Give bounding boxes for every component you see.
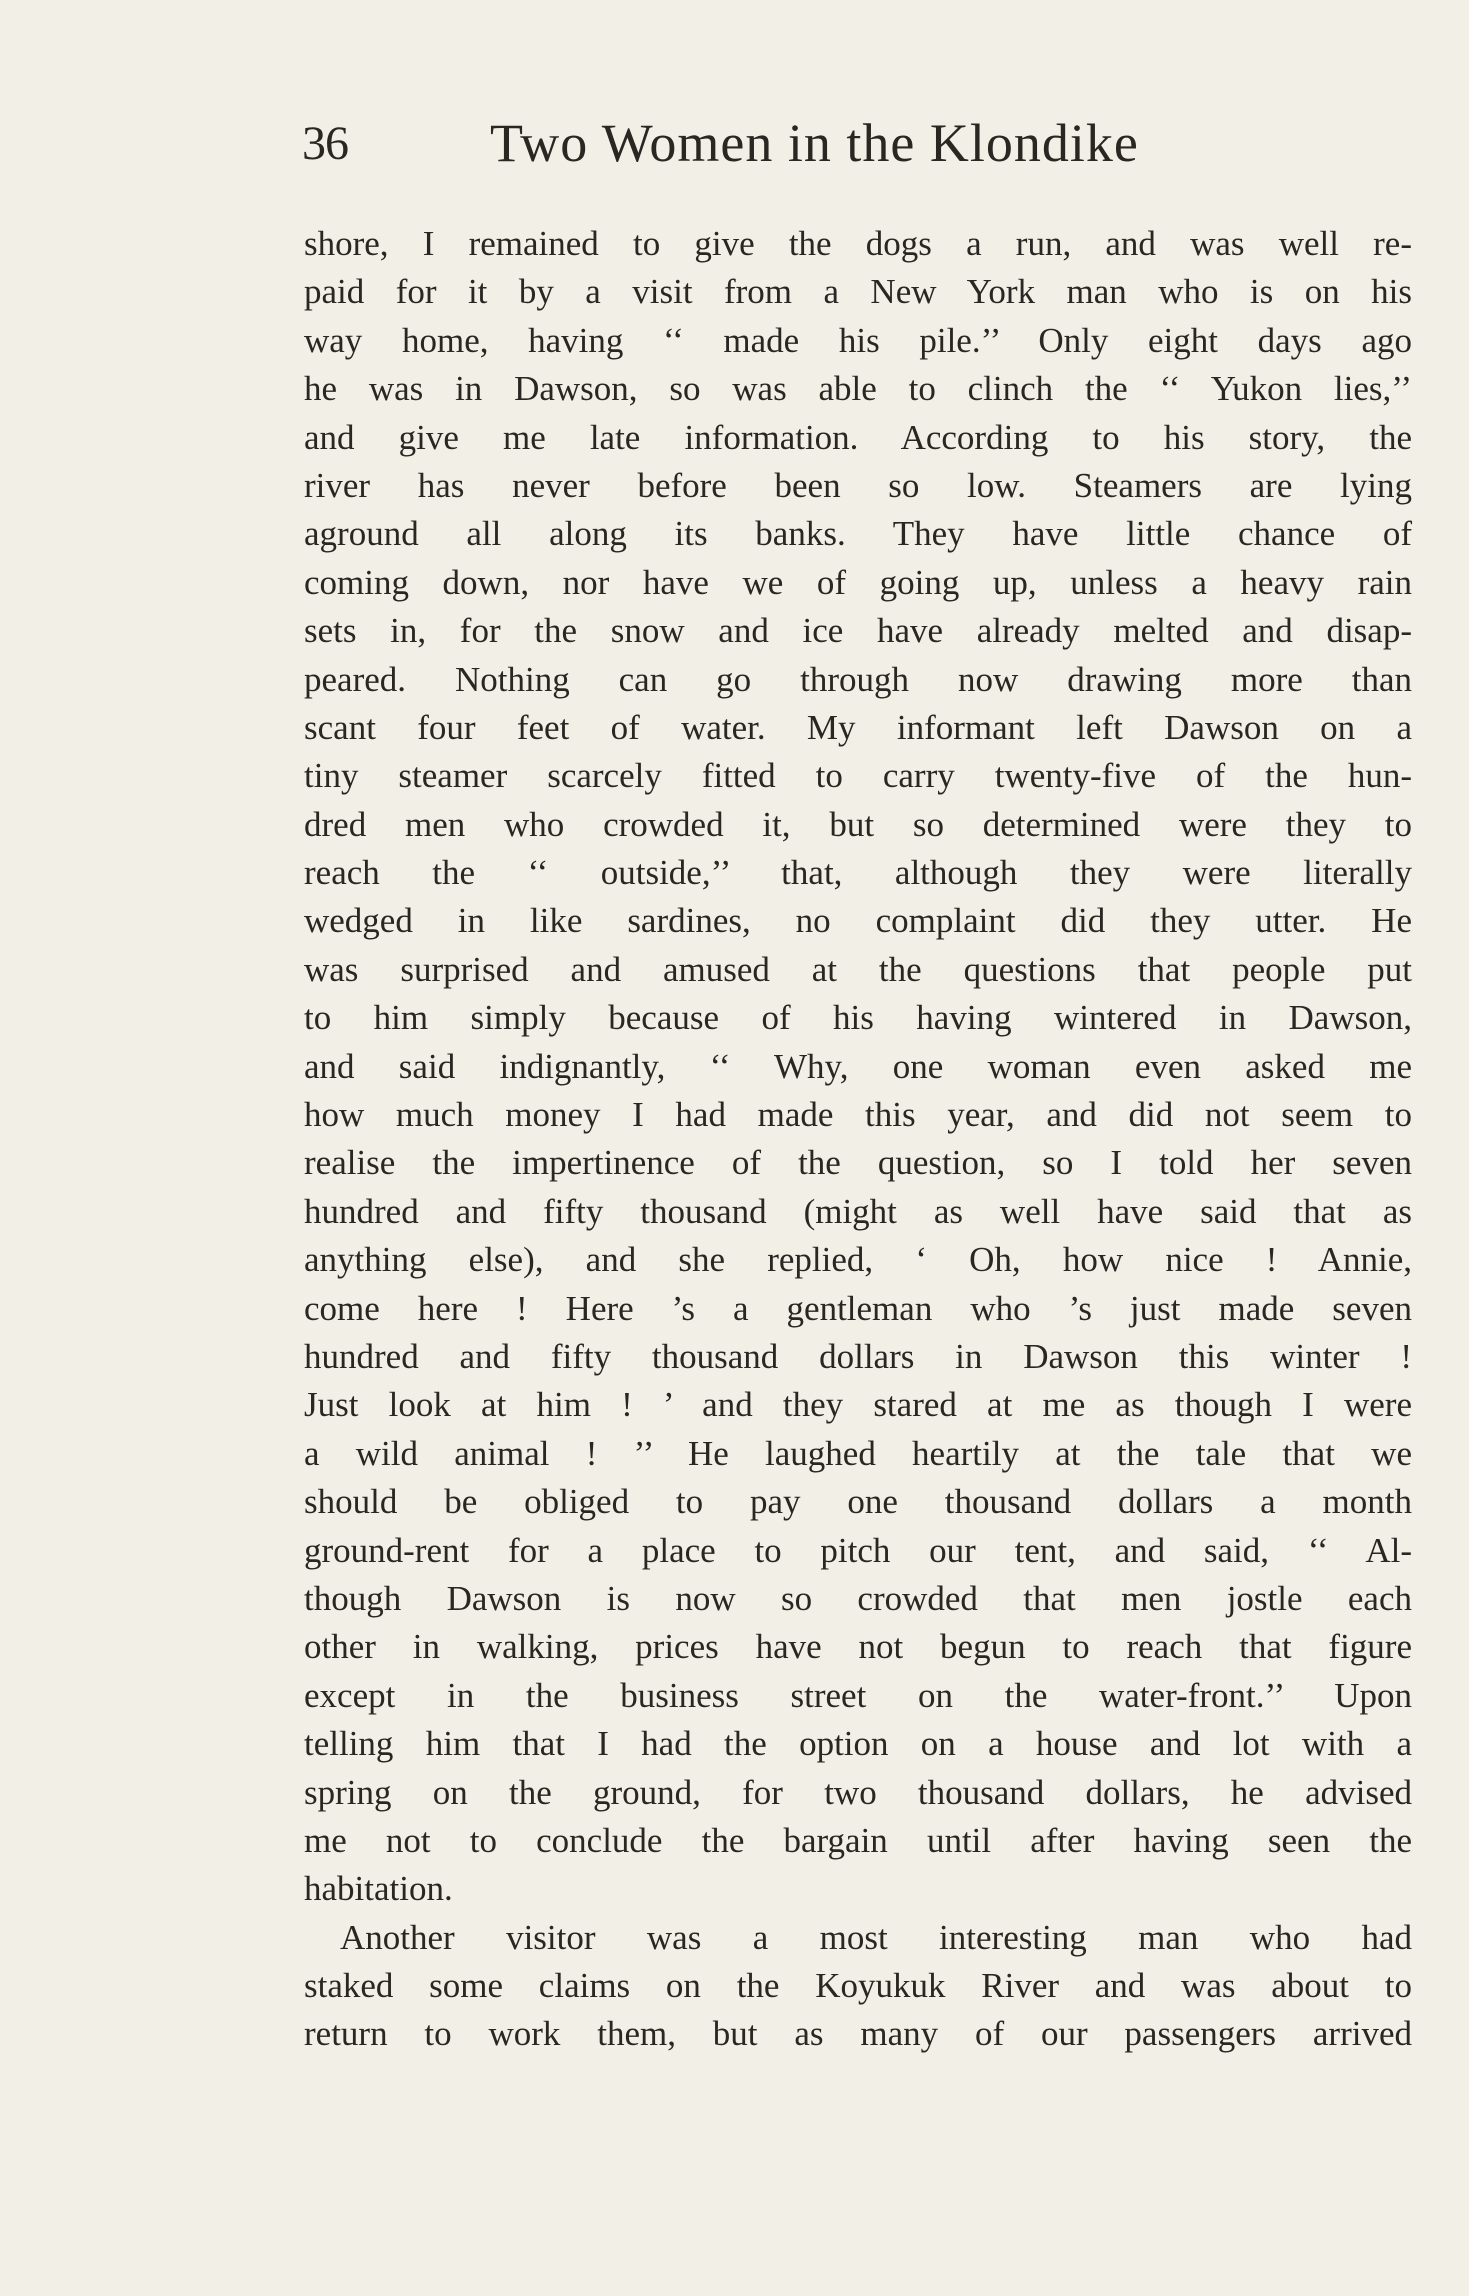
text-line: come here ! Here ’s a gentleman who ’s just made seven — [304, 1288, 1412, 1328]
text-line: anything else), and she replied, ‘ Oh, how nice ! Annie, — [304, 1240, 1412, 1280]
text-line: river has never before been so low. Steamers are lying — [304, 465, 1412, 505]
paragraph-end-line: habitation. — [304, 1869, 453, 1909]
text-line: dred men who crowded it, but so determined were they to — [304, 804, 1412, 844]
text-line: should be obliged to pay one thousand dollars a month — [304, 1482, 1412, 1522]
text-line: though Dawson is now so crowded that men jostle each — [304, 1578, 1412, 1618]
body-text — [304, 220, 1412, 2059]
text-line: and said indignantly, ‘‘ Why, one woman even asked me — [304, 1046, 1412, 1086]
text-line: Just look at him ! ’ and they stared at me as though I were — [304, 1385, 1412, 1425]
text-line: wedged in like sardines, no complaint did they utter. He — [304, 901, 1412, 941]
text-line: realise the impertinence of the question, so I told her seven — [304, 1143, 1412, 1183]
text-line: a wild animal ! ’’ He laughed heartily at the tale that we — [304, 1433, 1412, 1473]
text-line: tiny steamer scarcely fitted to carry twenty-five of the hun- — [304, 756, 1412, 796]
text-line: telling him that I had the option on a house and lot with a — [304, 1724, 1412, 1764]
paragraph-start-line: Another visitor was a most interesting man who had — [340, 1917, 1412, 1957]
text-line: to him simply because of his having wintered in Dawson, — [304, 998, 1412, 1038]
text-line: staked some claims on the Koyukuk River and was about to — [304, 1966, 1412, 2006]
text-line: spring on the ground, for two thousand dollars, he advised — [304, 1772, 1412, 1812]
running-title: Two Women in the Klondike — [490, 113, 1139, 173]
text-line: peared. Nothing can go through now drawing more than — [304, 659, 1412, 699]
text-line: he was in Dawson, so was able to clinch the ‘‘ Yukon lies,’’ — [304, 369, 1412, 409]
text-line: aground all along its banks. They have little chance of — [304, 514, 1412, 554]
page-number: 36 — [302, 117, 348, 170]
text-line: except in the business street on the water-front.’’ Upon — [304, 1675, 1412, 1715]
text-line: return to work them, but as many of our passengers arrived — [304, 2014, 1412, 2054]
text-line: coming down, nor have we of going up, unless a heavy rain — [304, 562, 1412, 602]
text-line: other in walking, prices have not begun to reach that figure — [304, 1627, 1412, 1667]
text-line: was surprised and amused at the questions that people put — [304, 949, 1412, 989]
text-line: and give me late information. According to his story, the — [304, 417, 1412, 457]
text-line: scant four feet of water. My informant left Dawson on a — [304, 707, 1412, 747]
text-line: way home, having ‘‘ made his pile.’’ Only eight days ago — [304, 320, 1412, 360]
running-head — [302, 112, 1222, 192]
text-line: me not to conclude the bargain until after having seen the — [304, 1820, 1412, 1860]
text-line: hundred and fifty thousand (might as well have said that as — [304, 1191, 1412, 1231]
text-line: reach the ‘‘ outside,’’ that, although they were literally — [304, 853, 1412, 893]
text-line: hundred and fifty thousand dollars in Dawson this winter ! — [304, 1336, 1412, 1376]
text-line: how much money I had made this year, and did not seem to — [304, 1095, 1412, 1135]
text-line: sets in, for the snow and ice have already melted and disap- — [304, 611, 1412, 651]
text-line: paid for it by a visit from a New York man who is on his — [304, 272, 1412, 312]
text-line: ground-rent for a place to pitch our tent, and said, ‘‘ Al- — [304, 1530, 1412, 1570]
text-line: shore, I remained to give the dogs a run, and was well re- — [304, 224, 1412, 263]
